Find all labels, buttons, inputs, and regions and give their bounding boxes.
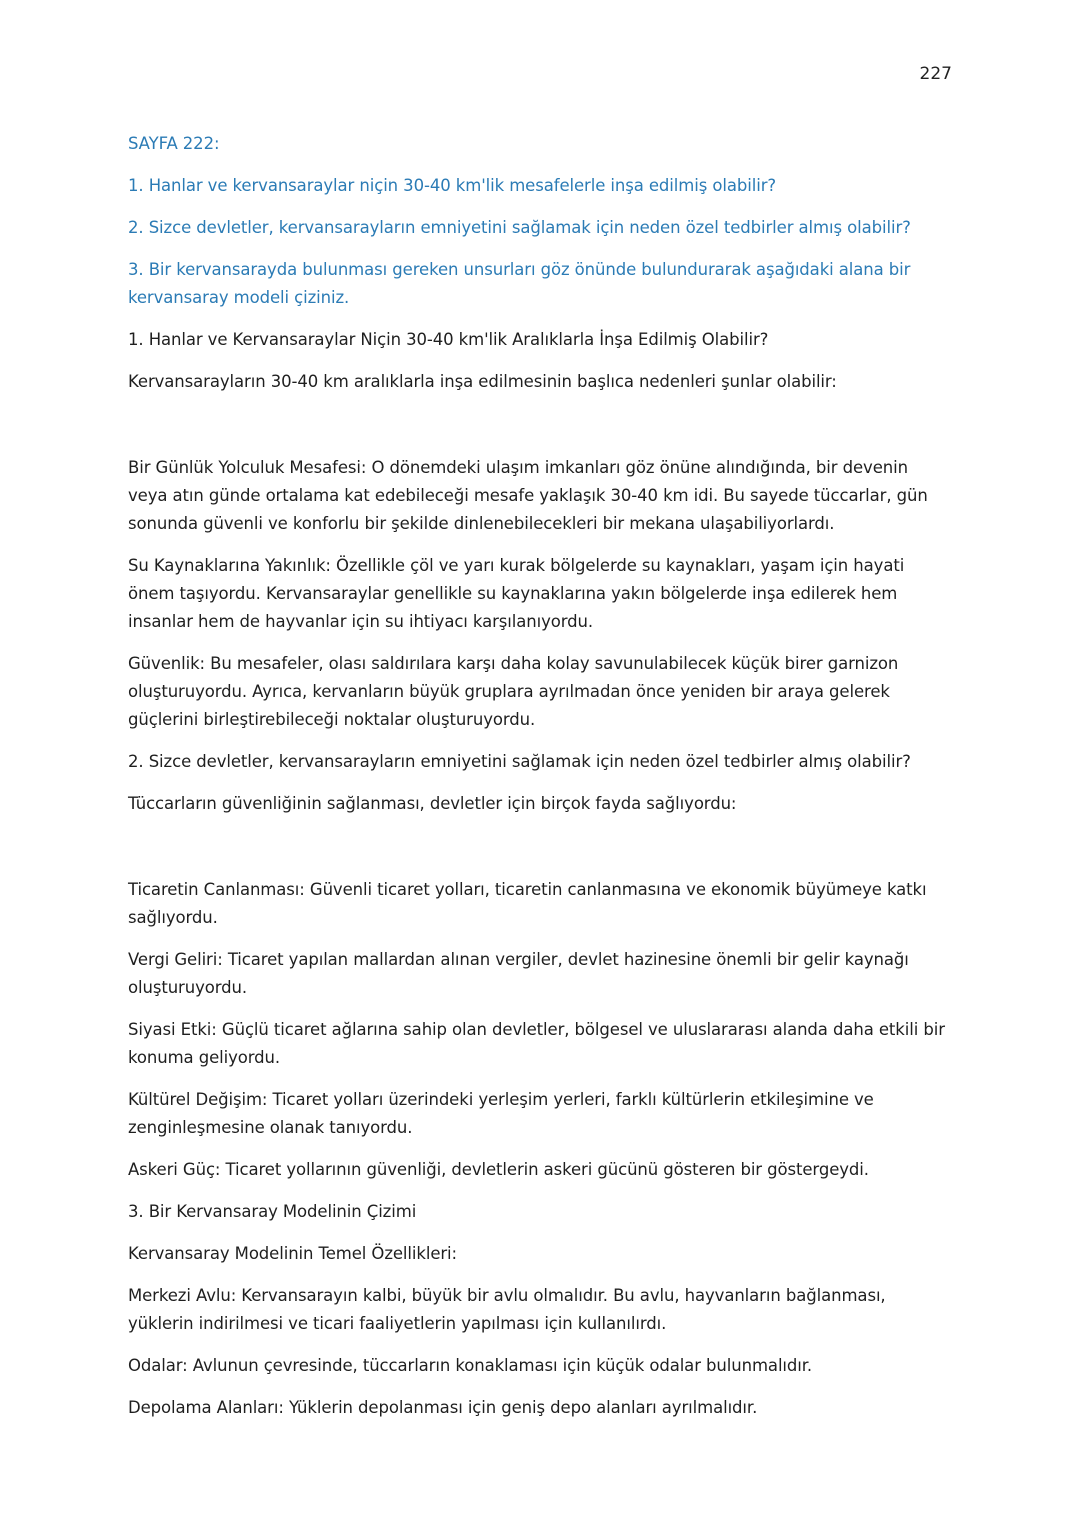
question-2: 2. Sizce devletler, kervansarayların emniyetini sağlamak için neden özel tedbirler almış olabilir?: [128, 218, 911, 237]
answer-2-paragraph: Vergi Geliri: Ticaret yapılan mallardan alınan vergiler, devlet hazinesine önemli bir gelir kaynağı oluşturuyordu.: [128, 950, 909, 997]
answer-1-paragraph: Bir Günlük Yolculuk Mesafesi: O dönemdeki ulaşım imkanları göz önüne alındığında, bir devenin veya atın günde ortalama kat edebileceği mesafe yaklaşık 30-40 km idi. Bu sayede tüccarlar, gün sonunda güvenli ve konforlu bir şekilde dinlenebilecekleri bir mekana ulaşabiliyorlardı.: [128, 458, 928, 533]
answer-1-intro: Kervansarayların 30-40 km aralıklarla inşa edilmesinin başlıca nedenleri şunlar olabilir:: [128, 372, 837, 391]
page-number: 227: [919, 64, 952, 84]
answer-1-paragraph: Güvenlik: Bu mesafeler, olası saldırılara karşı daha kolay savunulabilecek küçük birer garnizon oluşturuyordu. Ayrıca, kervanların büyük gruplara ayrılmadan önce yeniden bir araya gelerek güçlerini birleştirebileceği noktalar oluşturuyordu.: [128, 654, 899, 729]
question-1: 1. Hanlar ve kervansaraylar niçin 30-40 km'lik mesafelerle inşa edilmiş olabilir?: [128, 176, 777, 195]
answer-2-paragraph: Ticaretin Canlanması: Güvenli ticaret yolları, ticaretin canlanmasına ve ekonomik büyümeye katkı sağlıyordu.: [128, 880, 927, 927]
answer-2-intro: Tüccarların güvenliğinin sağlanması, devletler için birçok fayda sağlıyordu:: [128, 794, 737, 813]
answer-3-subheading: Kervansaray Modelinin Temel Özellikleri:: [128, 1244, 457, 1263]
answer-2-paragraph: Kültürel Değişim: Ticaret yolları üzerindeki yerleşim yerleri, farklı kültürlerin etkileşimine ve zenginleşmesine olanak tanıyordu.: [128, 1090, 874, 1137]
answer-3-paragraph: Merkezi Avlu: Kervansarayın kalbi, büyük bir avlu olmalıdır. Bu avlu, hayvanların bağlanması, yüklerin indirilmesi ve ticari faaliyetlerin yapılması için kullanılırdı.: [128, 1286, 886, 1333]
answer-3-paragraph: Depolama Alanları: Yüklerin depolanması için geniş depo alanları ayrılmalıdır.: [128, 1398, 758, 1417]
section-header: SAYFA 222:: [128, 134, 220, 153]
answer-1-heading: 1. Hanlar ve Kervansaraylar Niçin 30-40 km'lik Aralıklarla İnşa Edilmiş Olabilir?: [128, 330, 769, 349]
document-body: [128, 130, 952, 1422]
question-3: 3. Bir kervansarayda bulunması gereken unsurları göz önünde bulundurarak aşağıdaki alana bir kervansaray modeli çiziniz.: [128, 260, 911, 307]
answer-3-paragraph: Odalar: Avlunun çevresinde, tüccarların konaklaması için küçük odalar bulunmalıdır.: [128, 1356, 813, 1375]
answer-3-heading: 3. Bir Kervansaray Modelinin Çizimi: [128, 1202, 417, 1221]
answer-1-paragraph: Su Kaynaklarına Yakınlık: Özellikle çöl ve yarı kurak bölgelerde su kaynakları, yaşam için hayati önem taşıyordu. Kervansaraylar genellikle su kaynaklarına yakın bölgelerde inşa edilerek hem insanlar hem de hayvanlar için su ihtiyacı karşılanıyordu.: [128, 556, 905, 631]
answer-2-paragraph: Siyasi Etki: Güçlü ticaret ağlarına sahip olan devletler, bölgesel ve uluslararası alanda daha etkili bir konuma geliyordu.: [128, 1020, 945, 1067]
answer-2-paragraph: Askeri Güç: Ticaret yollarının güvenliği, devletlerin askeri gücünü gösteren bir göstergeydi.: [128, 1160, 869, 1179]
answer-2-heading: 2. Sizce devletler, kervansarayların emniyetini sağlamak için neden özel tedbirler almış olabilir?: [128, 752, 911, 771]
